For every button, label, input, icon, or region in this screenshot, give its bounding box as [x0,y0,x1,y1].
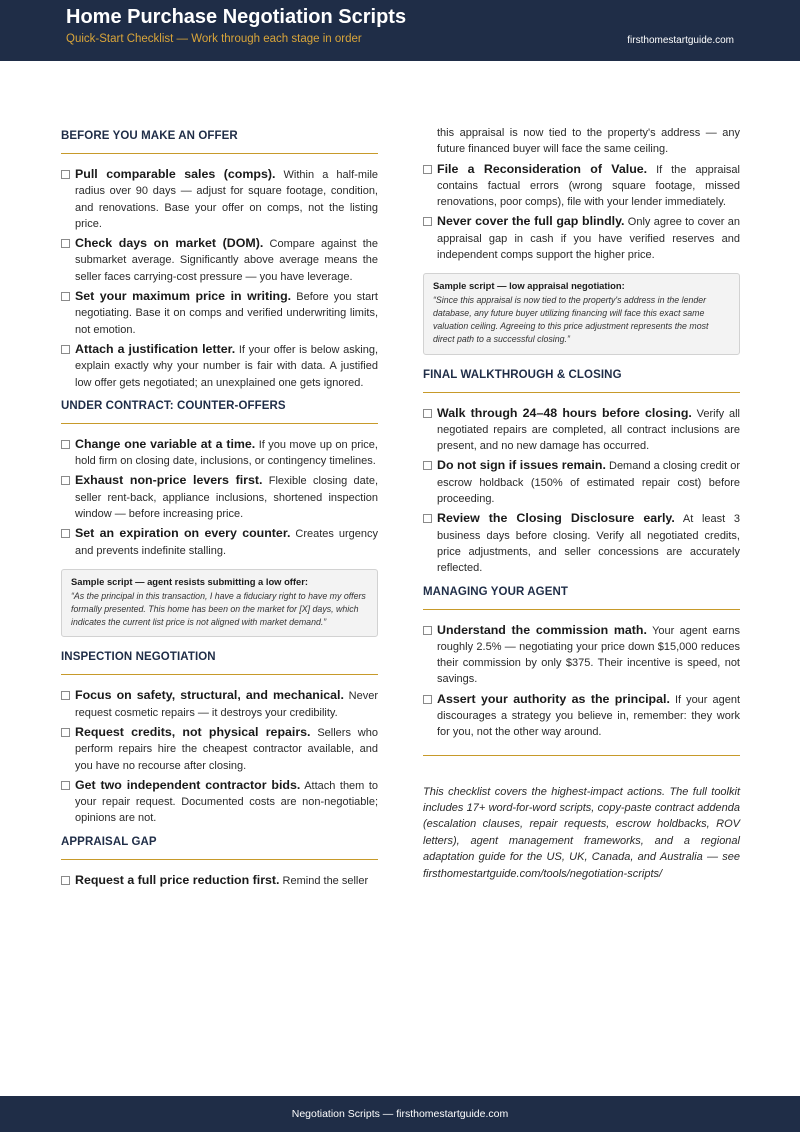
section-heading: UNDER CONTRACT: COUNTER-OFFERS [61,400,378,424]
item-body: Your agent earns roughly 2.5% — negotiating your price down $15,000 reduces their commission by only $375. Their incentive is speed, not savings. [437,624,741,686]
item-body: Verify all negotiated repairs are completed, all contract inclusions are present, and no new damage has occurred. [437,407,740,453]
checklist-item [423,691,740,741]
item-body: Demand a closing credit or escrow holdback (150% of estimated repair cost) before proceeding. [437,460,741,506]
checklist-item [423,405,740,455]
checkbox-icon[interactable] [423,409,432,418]
item-lead: Set your maximum price in writing. [75,289,292,304]
checklist-item [61,724,378,774]
item-body: Creates urgency and prevents indefinite stalling. [75,528,378,557]
item-lead: Attach a justification letter. [75,341,236,356]
section-appraisal-gap-continued [423,125,740,355]
checkbox-icon[interactable] [61,239,70,248]
section-heading: BEFORE YOU MAKE AN OFFER [61,130,378,154]
item-lead: Set an expiration on every counter. [75,526,291,541]
checklist-item [61,472,378,522]
checklist-item [61,166,378,232]
item-body: If your agent discourages a strategy you believe in, remember: they work for you, not the other way around. [437,693,741,739]
checkbox-icon[interactable] [423,695,432,704]
item-body: Never request cosmetic repairs — it destroys your credibility. [75,690,378,719]
item-lead: Understand the commission math. [437,622,647,637]
item-body: Attach them to your repair request. Documented costs are non-negotiable; opinions are not. [75,779,379,825]
item-lead: Exhaust non-price levers first. [75,473,263,488]
item-lead: Get two independent contractor bids. [75,777,301,792]
sample-script-box [423,273,740,354]
item-body: Before you start negotiating. Base it on comps and verified underwriting limits, not emotion. [75,291,378,336]
closing-note: This checklist covers the highest-impact actions. The full toolkit includes 17+ word-for-word scripts, copy-paste contract addenda (escalation clauses, repair requests, escrow holdbacks, ROV letters), agent management frameworks, and a regional adaptation guide for the US, UK, Canada, and Australia — see firsthomestartguide.com/tools/negotiation-scripts/ [423,785,740,880]
checklist-item [61,872,378,889]
checkbox-icon[interactable] [423,514,432,523]
item-lead: Do not sign if issues remain. [437,458,606,473]
checklist-item [61,341,378,391]
checkbox-icon[interactable] [423,165,432,174]
section-counter-offers [61,400,378,637]
checkbox-icon[interactable] [61,476,70,485]
item-lead: Request a full price reduction first. [75,872,280,887]
page-footer: Negotiation Scripts — firsthomestartguide.com [0,1096,800,1132]
checkbox-icon[interactable] [61,691,70,700]
item-lead: Change one variable at a time. [75,436,256,451]
section-heading: FINAL WALKTHROUGH & CLOSING [423,369,740,393]
item-lead: Pull comparable sales (comps). [75,167,276,181]
item-lead: Review the Closing Disclosure early. [437,511,675,526]
checkbox-icon[interactable] [61,728,70,737]
item-body: Compare against the submarket average. Significantly above average means the seller faces carrying-cost pressure — you have leverage. [75,238,378,283]
checklist-item [423,457,740,507]
item-body: At least 3 business days before closing. Verify all negotiated credits, price adjustments, and seller concessions are accurately reflected. [437,513,740,575]
item-body: Flexible closing date, seller rent-back, appliance inclusions, shortened inspection window — before increasing price. [75,475,379,521]
section-appraisal-gap [61,836,378,889]
item-body: Within a half-mile radius over 90 days — adjust for square footage, condition, and renovations. Base your offer on comps, not the listing price. [75,169,378,230]
checklist-item [61,235,378,285]
item-body: If you move up on price, hold firm on closing date, inclusions, or contingency timelines. [75,438,378,468]
item-body: Sellers who perform repairs hire the cheapest contractor available, and you have no recourse after closing. [75,726,378,772]
checkbox-icon[interactable] [423,626,432,635]
checkbox-icon[interactable] [61,292,70,301]
page-title: Home Purchase Negotiation Scripts [66,6,407,28]
script-title: Sample script — agent resists submitting a low offer: [71,575,309,587]
checkbox-icon[interactable] [61,781,70,790]
checklist-item [61,777,378,827]
checkbox-icon[interactable] [423,217,432,226]
checklist-item [423,161,740,211]
section-heading: APPRAISAL GAP [61,836,378,860]
item-lead: Check days on market (DOM). [75,236,264,251]
checklist-item [423,510,740,576]
right-column [423,128,740,882]
item-lead: Never cover the full gap blindly. [437,214,625,229]
item-lead: Request credits, not physical repairs. [75,724,311,739]
header-site-link[interactable]: firsthomestartguide.com [627,35,734,46]
section-before-offer [61,130,378,391]
item-continuation: this appraisal is now tied to the property's address — any future financed buyer will face the same ceiling. [437,127,740,156]
left-column [61,128,378,898]
checkbox-icon[interactable] [61,876,70,885]
item-body: If your offer is below asking, explain exactly why your number is fair with data. A justified low offer gets negotiated; an unexplained one gets ignored. [75,343,378,389]
checklist-item [61,288,378,338]
script-body: “Since this appraisal is now tied to the property's address in the lender database, any future buyer utilizing financing will face this exact same valuation ceiling. Agreeing to this price adjustment represents the most direct path to a successful closing.” [433,295,709,344]
checkbox-icon[interactable] [423,461,432,470]
item-lead: Assert your authority as the principal. [437,691,670,706]
script-body: “As the principal in this transaction, I have a fiduciary right to have my offers formally presented. This home has been on the market for [X] days, which indicates the current list price is not aligned with market demand.” [71,590,366,627]
page-header [0,0,800,61]
checklist-item [423,622,740,688]
checklist-item [61,687,378,721]
item-lead: File a Reconsideration of Value. [437,161,648,176]
checklist-item [61,525,378,559]
checklist-item [61,436,378,470]
checkbox-icon[interactable] [61,529,70,538]
checkbox-icon[interactable] [61,170,70,179]
item-lead: Focus on safety, structural, and mechanical. [75,688,344,703]
sample-script-box [61,569,378,637]
script-title: Sample script — low appraisal negotiation: [433,280,625,292]
item-body: Only agree to cover an appraisal gap in cash if you have verified reserves and independent comps support the higher price. [437,216,740,262]
page-subtitle: Quick-Start Checklist — Work through each stage in order [66,33,362,45]
divider [423,755,740,756]
checkbox-icon[interactable] [61,345,70,354]
item-body: If the appraisal contains factual errors (wrong square footage, missed renovations, poor comps), file with your lender immediately. [437,163,740,209]
item-lead: Walk through 24–48 hours before closing. [437,405,692,420]
checkbox-icon[interactable] [61,440,70,449]
section-heading: INSPECTION NEGOTIATION [61,651,378,675]
section-managing-agent [423,586,740,741]
checklist-item [423,213,740,263]
section-walkthrough-closing [423,369,740,577]
section-inspection [61,651,378,826]
item-body: Remind the seller [282,874,369,887]
section-heading: MANAGING YOUR AGENT [423,586,740,610]
